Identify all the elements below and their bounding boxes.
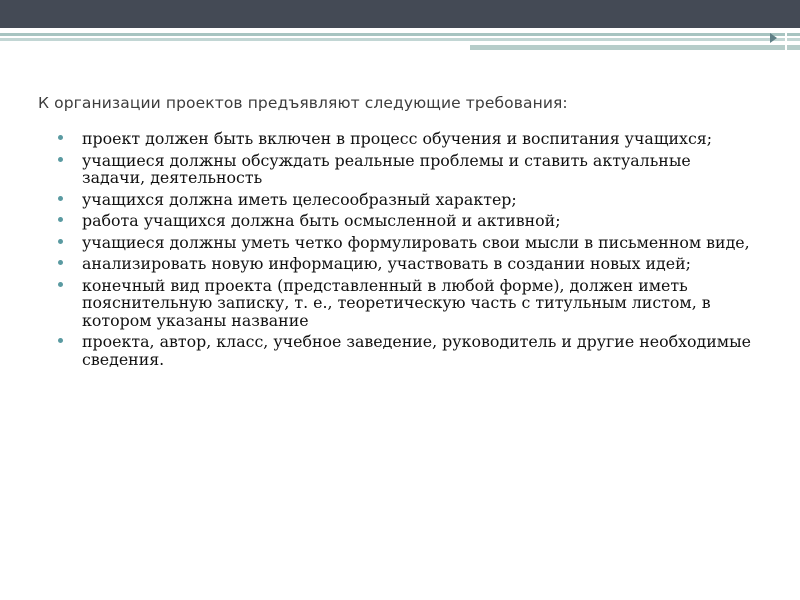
- bullet-item: [58, 333, 758, 368]
- bullet-text: учащиеся должны обсуждать реальные проблемы и ставить актуальные задачи, деятельность: [82, 150, 691, 187]
- bullet-dot-icon: [58, 157, 63, 162]
- bullet-list: [58, 130, 758, 372]
- bullet-item: [58, 191, 758, 209]
- bullet-item: [58, 152, 758, 187]
- bullet-item: [58, 212, 758, 230]
- slide-title: К организации проектов предъявляют следующие требования:: [38, 94, 568, 112]
- bullet-item: [58, 255, 758, 273]
- bullet-text: проекта, автор, класс, учебное заведение, руководитель и другие необходимые сведения.: [82, 332, 751, 369]
- bullet-dot-icon: [58, 282, 63, 287]
- bullet-dot-icon: [58, 338, 63, 343]
- bullet-text: конечный вид проекта (представленный в любой форме), должен иметь пояснительную записку, т. е., теоретическую часть с титульным листом, в котором указаны название: [82, 275, 711, 330]
- bullet-text: проект должен быть включен в процесс обучения и воспитания учащихся;: [82, 129, 713, 148]
- triangle-marker-icon: [770, 33, 777, 43]
- header-stripe: [0, 33, 800, 36]
- bullet-item: [58, 130, 758, 148]
- bullet-text: учащихся должна иметь целесообразный характер;: [82, 189, 517, 209]
- bullet-dot-icon: [58, 217, 63, 222]
- header-divider: [785, 28, 787, 56]
- bullet-dot-icon: [58, 196, 63, 201]
- bullet-dot-icon: [58, 135, 63, 140]
- bullet-text: анализировать новую информацию, участвовать в создании новых идей;: [82, 254, 691, 273]
- header-stripe: [0, 38, 800, 41]
- bullet-dot-icon: [58, 260, 63, 265]
- header-stripe: [470, 45, 800, 50]
- bullet-item: [58, 234, 758, 252]
- header-band: [0, 0, 800, 28]
- bullet-dot-icon: [58, 239, 63, 244]
- bullet-text: работа учащихся должна быть осмысленной и активной;: [82, 211, 561, 230]
- bullet-text: учащиеся должны уметь четко формулировать свои мысли в письменном виде,: [82, 232, 750, 252]
- bullet-item: [58, 277, 758, 330]
